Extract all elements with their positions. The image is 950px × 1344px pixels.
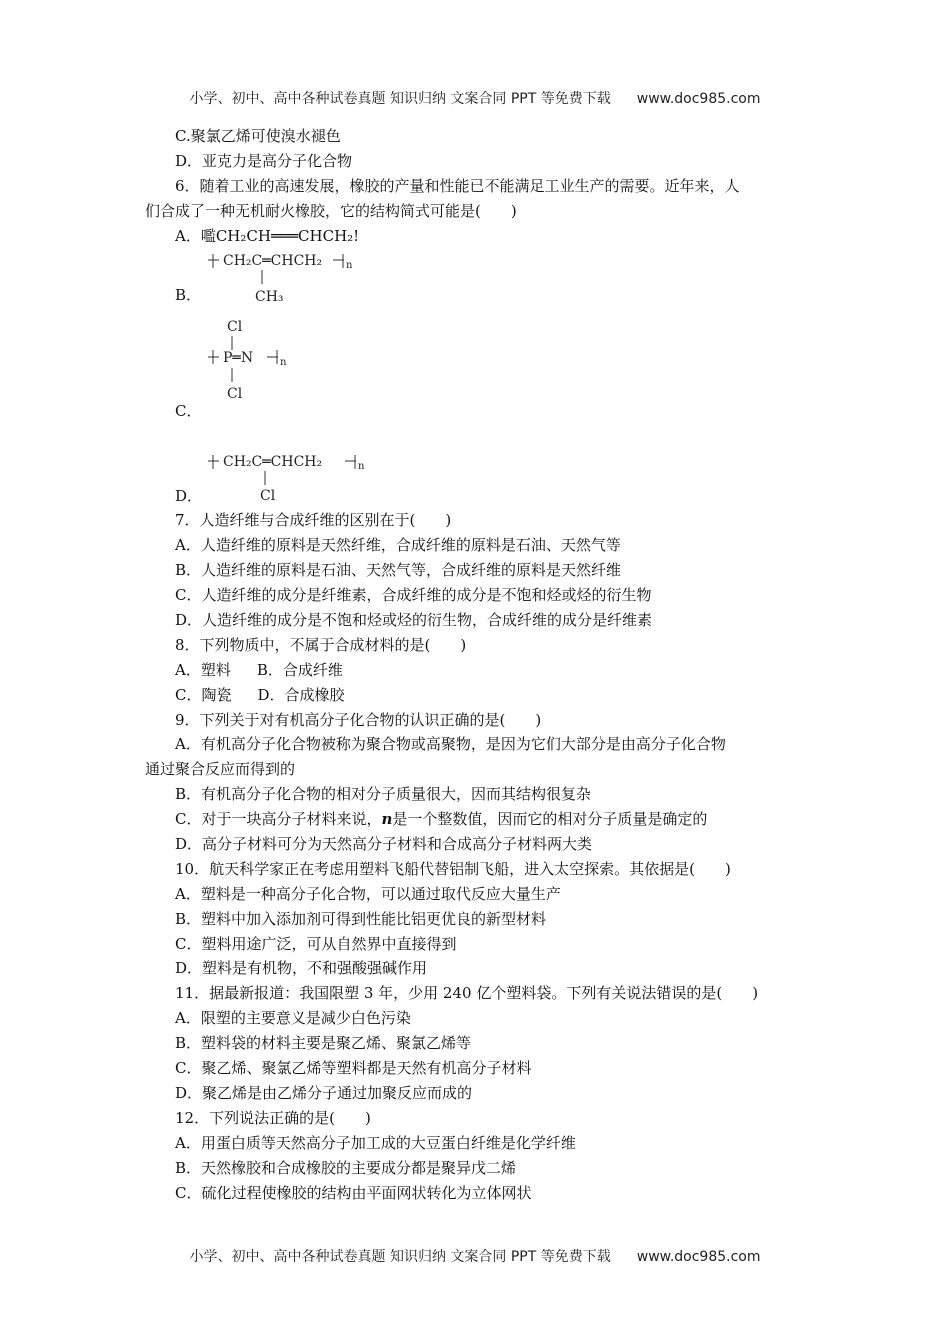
- q6-b-label: B．: [175, 286, 202, 305]
- q11-option-b: B．塑料袋的材料主要是聚乙烯、聚氯乙烯等: [175, 1034, 472, 1053]
- q5-option-c: C.聚氯乙烯可使溴水褪色: [175, 127, 341, 145]
- q7-option-d: D．人造纤维的成分是不饱和烃或烃的衍生物，合成纤维的成分是纤维素: [175, 611, 653, 630]
- q9-option-d: D．高分子材料可分为天然高分子材料和合成高分子材料两大类: [175, 835, 593, 854]
- page-footer: [0, 1246, 950, 1266]
- q9-option-c: [145, 807, 810, 832]
- q9-option-a-line2: 通过聚合反应而得到的: [145, 760, 296, 779]
- q6-b-n: n: [346, 260, 353, 272]
- q6-option-c: [145, 307, 810, 423]
- q11-stem: 11．据最新报道：我国限塑 3 年，少用 240 亿个塑料袋。下列有关说法错误的是( ): [175, 984, 759, 1003]
- q6-c-label: C．: [175, 402, 202, 421]
- q6-d-chain: CH₂C═CHCH₂: [223, 454, 323, 471]
- q7-option-b: B．人造纤维的原料是石油、天然气等，合成纤维的原料是天然纤维: [175, 561, 622, 580]
- q10-stem: 10．航天科学家正在考虑用塑料飞船代替铝制飞船，进入太空探索。其依据是( ): [175, 859, 731, 878]
- q8-option-b: B．合成纤维: [256, 660, 343, 679]
- q8-options-ab: [145, 658, 810, 683]
- q6-stem-line2: 们合成了一种无机耐火橡胶，它的结构简式可能是( ): [145, 201, 517, 220]
- q12-option-b: B．天然橡胶和合成橡胶的主要成分都是聚异戊二烯: [175, 1158, 517, 1177]
- q6-option-b: [145, 248, 810, 307]
- q6-option-a: A．嚂CH₂CH═══CHCH₂!: [175, 226, 360, 245]
- q9-c-n: n: [381, 810, 393, 829]
- q12-option-c: C．硫化过程使橡胶的结构由平面网状转化为立体网状: [175, 1183, 532, 1202]
- q6-c-chain: P═N: [223, 350, 254, 367]
- q6-b-chain: CH₂C═CHCH₂: [223, 253, 323, 270]
- q11-option-c: C．聚乙烯、聚氯乙烯等塑料都是天然有机高分子材料: [175, 1059, 532, 1078]
- q8-option-c: C．陶瓷: [175, 685, 232, 704]
- q6-c-top-cl: Cl: [227, 319, 243, 336]
- q6-b-substituent: CH₃: [255, 289, 284, 306]
- q8-stem: 8．下列物质中，不属于合成材料的是( ): [175, 635, 467, 654]
- q9-c-post: 是一个整数值，因而它的相对分子质量是确定的: [392, 810, 708, 829]
- q7-option-a: A．人造纤维的原料是天然纤维，合成纤维的原料是石油、天然气等: [175, 536, 621, 555]
- q5-option-d: D．亚克力是高分子化合物: [175, 151, 353, 170]
- header-url[interactable]: www.doc985.com: [636, 91, 761, 107]
- q10-option-b: B．塑料中加入添加剂可得到性能比铝更优良的新型材料: [175, 909, 547, 928]
- q11-option-d: D．聚乙烯是由乙烯分子通过加聚反应而成的: [175, 1083, 473, 1102]
- q7-option-c: C．人造纤维的成分是纤维素，合成纤维的成分是不饱和烃或烃的衍生物: [175, 586, 652, 605]
- q11-option-a: A．限塑的主要意义是减少白色污染: [175, 1009, 411, 1028]
- q12-stem: 12．下列说法正确的是( ): [175, 1108, 371, 1127]
- q7-stem: 7．人造纤维与合成纤维的区别在于( ): [175, 511, 452, 530]
- q6-d-label: D．: [175, 487, 203, 506]
- q6-stem-line1: 6．随着工业的高速发展，橡胶的产量和性能已不能满足工业生产的需要。近年来，人: [175, 176, 740, 195]
- header-text: 小学、初中、高中各种试卷真题 知识归纳 文案合同 PPT 等免费下载: [189, 91, 611, 107]
- q6-c-structure: [205, 307, 405, 419]
- q6-c-bottom-cl: Cl: [227, 386, 243, 403]
- q8-option-d: D．合成橡胶: [257, 685, 345, 704]
- q6-option-d: [145, 423, 810, 508]
- q6-c-n: n: [280, 357, 287, 369]
- q10-option-a: A．塑料是一种高分子化合物，可以通过取代反应大量生产: [175, 884, 561, 903]
- q8-options-cd: [145, 683, 810, 708]
- q6-d-n: n: [358, 461, 365, 473]
- q9-stem: 9．下列关于对有机高分子化合物的认识正确的是( ): [175, 710, 542, 729]
- q9-c-pre: C．对于一块高分子材料来说，: [175, 810, 382, 829]
- q10-option-c: C．塑料用途广泛，可从自然界中直接得到: [175, 934, 457, 953]
- q9-option-a-line1: A．有机高分子化合物被称为聚合物或高聚物，是因为它们大部分是由高分子化合物: [175, 735, 726, 754]
- q6-d-substituent: Cl: [260, 488, 276, 505]
- q8-option-a: A．塑料: [175, 660, 231, 679]
- footer-text: 小学、初中、高中各种试卷真题 知识归纳 文案合同 PPT 等免费下载: [189, 1249, 611, 1265]
- page-header: [0, 88, 950, 108]
- q10-option-d: D．塑料是有机物，不和强酸强碱作用: [175, 959, 428, 978]
- document-body: [145, 124, 810, 1205]
- q12-option-a: A．用蛋白质等天然高分子加工成的大豆蛋白纤维是化学纤维: [175, 1133, 576, 1152]
- footer-url[interactable]: www.doc985.com: [636, 1249, 761, 1265]
- q6-d-structure: [205, 423, 405, 505]
- q6-b-structure: [205, 248, 405, 306]
- q9-option-b: B．有机高分子化合物的相对分子质量很大，因而其结构很复杂: [175, 785, 592, 804]
